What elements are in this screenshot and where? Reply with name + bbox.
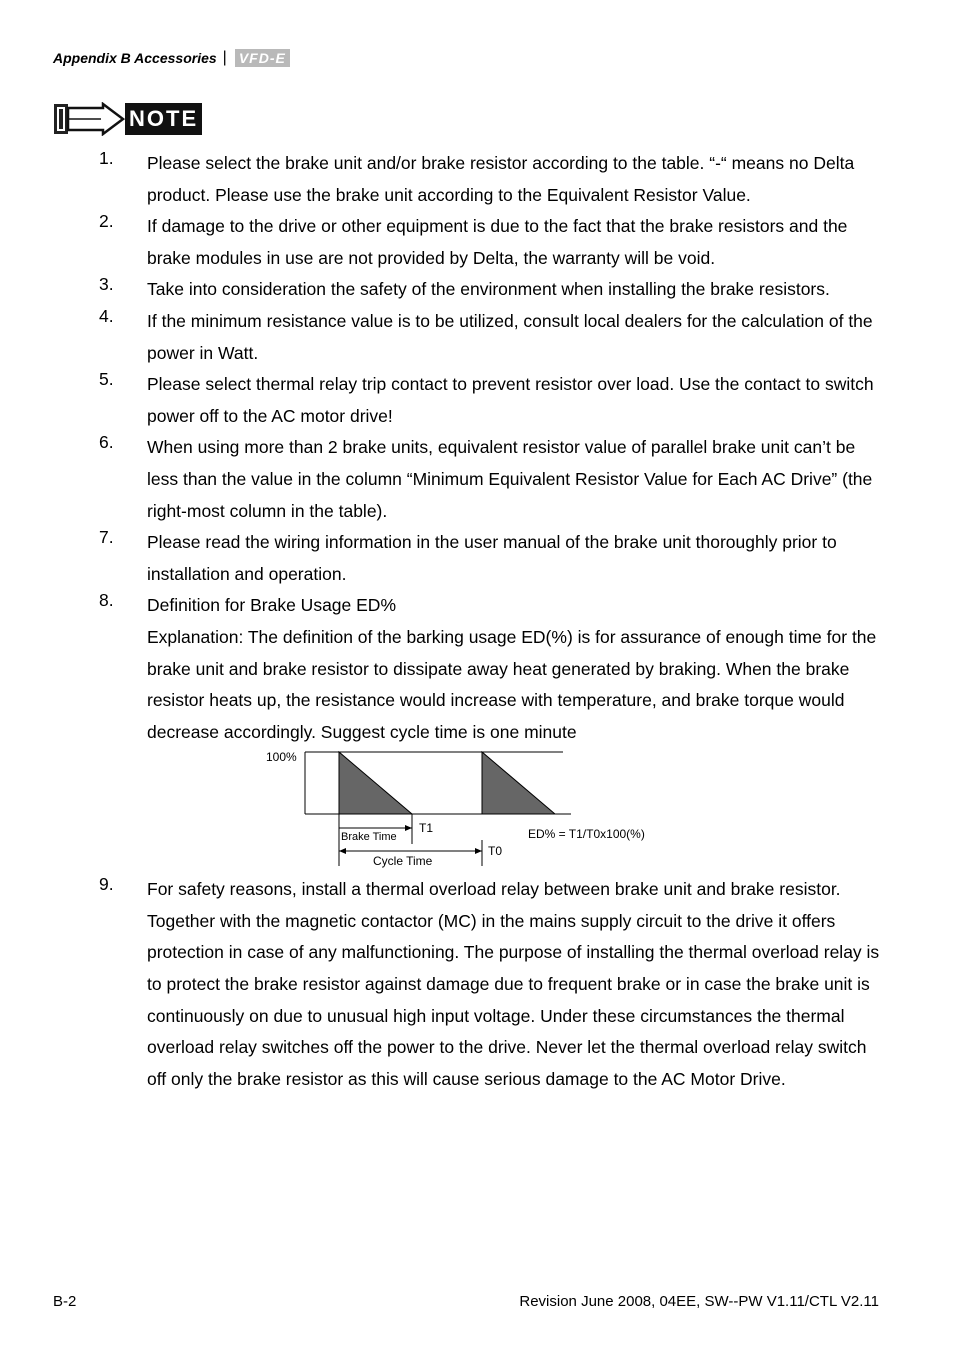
item-number: 9.	[99, 874, 114, 895]
item-number: 6.	[99, 432, 114, 453]
item-number: 1.	[99, 148, 114, 168]
item-text: Please select thermal relay trip contact to prevent resistor over load. Use the contact to switch power off to the AC motor drive!	[147, 374, 874, 426]
item-explanation: Explanation: The definition of the barking usage ED(%) is for assurance of enough time for the brake unit and brake resistor to dissipate away heat generated by braking. When the brake resistor heats up, the resistance would increase with temperature, and brake torque would decrease accordingly. Suggest cycle time is one minute	[147, 626, 877, 742]
cycle-time-arrowhead-left	[339, 848, 346, 854]
item-text: Please select the brake unit and/or brake resistor according to the table. “-“ means no Delta product. Please use the brake unit according to the Equivalent Resistor Value.	[147, 153, 855, 205]
list-item	[0, 527, 954, 590]
cycle-time-label: Cycle Time	[373, 854, 433, 869]
y-label-100: 100%	[266, 750, 297, 765]
revision-info: Revision June 2008, 04EE, SW--PW V1.11/CTL V2.11	[519, 1293, 879, 1310]
item-text: For safety reasons, install a thermal overload relay between brake unit and brake resistor. Together with the magnetic contactor (MC) in the mains supply circuit to the drive it offers protection in case of any malfunctioning. The purpose of installing the thermal overload relay is to protect the brake resistor against damage due to frequent brake or in case the brake unit is continuously on due to unusual high input voltage. Under these circumstances the thermal overload relay switches off the power to the drive. Never let the thermal overload relay switch off only the brake resistor as this will cause serious damage to the AC Motor Drive.	[147, 879, 880, 1089]
item-number: 8.	[99, 590, 114, 611]
brake-time-label: Brake Time	[341, 831, 397, 844]
page-number: B-2	[53, 1293, 77, 1310]
t0-label: T0	[488, 844, 503, 859]
ed-formula: ED% = T1/T0x100(%)	[528, 827, 645, 842]
page-header	[53, 49, 290, 67]
list-item	[0, 874, 954, 1095]
list-item	[0, 306, 954, 369]
list-item	[0, 369, 954, 432]
header-separator: |	[222, 49, 227, 66]
note-hand-icon	[53, 102, 125, 136]
item-text: Take into consideration the safety of the environment when installing the brake resistors.	[147, 279, 830, 300]
note-label: NOTE	[125, 103, 202, 135]
item-text: Definition for Brake Usage ED%	[147, 595, 396, 616]
item-text: If the minimum resistance value is to be utilized, consult local dealers for the calculation of the power in Watt.	[147, 310, 873, 363]
list-item	[0, 432, 954, 527]
note-banner	[53, 102, 202, 136]
item-number: 5.	[99, 369, 114, 390]
brake-pulse-1	[339, 752, 412, 814]
vfd-e-logo: VFD-E	[235, 49, 290, 67]
brake-pulse-2	[482, 752, 555, 814]
item-number: 3.	[99, 274, 114, 295]
item-number: 4.	[99, 305, 114, 326]
brake-time-arrowhead	[405, 825, 412, 831]
item-number: 2.	[99, 211, 114, 232]
item-text: If damage to the drive or other equipment is due to the fact that the brake resistors and the brake modules in use are not provided by Delta, the warranty will be void.	[147, 216, 848, 268]
cycle-time-arrowhead-right	[475, 848, 482, 854]
ed-diagram	[255, 748, 685, 874]
ed-diagram-container	[255, 748, 954, 874]
list-item	[0, 148, 954, 211]
note-list	[0, 148, 954, 1095]
list-item	[0, 211, 954, 274]
item-text: When using more than 2 brake units, equivalent resistor value of parallel brake unit can’t be less than the value in the column “Minimum Equivalent Resistor Value for Each AC Drive” (the right-most column in the table).	[147, 437, 873, 521]
list-item	[0, 274, 954, 306]
t1-label: T1	[419, 821, 434, 836]
list-item	[0, 590, 954, 874]
item-text: Please read the wiring information in the user manual of the brake unit thoroughly prior to installation and operation.	[147, 532, 837, 584]
header-title: Appendix B Accessories	[53, 50, 217, 66]
item-number: 7.	[99, 527, 114, 548]
